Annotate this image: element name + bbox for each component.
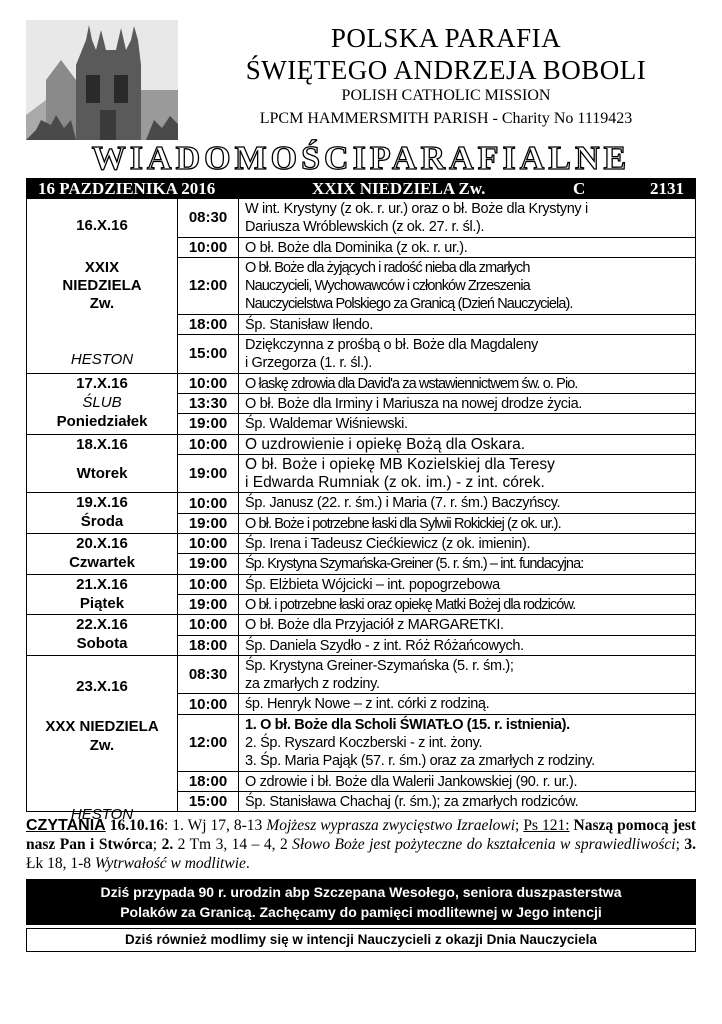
mass-time: 19:00 bbox=[178, 514, 239, 533]
mass-entry bbox=[178, 636, 695, 655]
mass-time: 18:00 bbox=[178, 636, 239, 655]
day-name: Poniedziałek bbox=[56, 412, 148, 430]
event-label: ŚLUB bbox=[82, 393, 122, 411]
mass-intention: Śp. Elżbieta Wójcicki – int. popogrzebowa bbox=[245, 576, 500, 593]
reading2-ref: 2 Tm 3, 14 – 4, 2 bbox=[177, 836, 288, 854]
bulletin-number: 2131 bbox=[650, 179, 684, 198]
mass-time: 08:30 bbox=[178, 656, 239, 694]
day-name: Zw. bbox=[89, 295, 115, 312]
mission-subtitle: POLISH CATHOLIC MISSION bbox=[341, 87, 551, 104]
mass-entry bbox=[178, 615, 695, 635]
day-entries bbox=[178, 575, 695, 615]
mass-entry bbox=[178, 258, 695, 315]
day-block bbox=[27, 199, 695, 374]
mass-intention: śp. Henryk Nowe – z int. córki z rodziną. bbox=[245, 696, 490, 713]
mass-entry bbox=[178, 374, 695, 394]
mass-time: 12:00 bbox=[178, 715, 239, 771]
mass-intention: O bł. Boże i opiekę MB Kozielskiej dla Teresy i Edwarda Rumniak (z ok. im.) - z int. córek. bbox=[245, 455, 555, 492]
mass-intention-rest: 2. Śp. Ryszard Koczberski - z int. żony. 3. Śp. Maria Pająk (57. r. śm.) oraz za zmarłych z rodziny. bbox=[245, 735, 595, 770]
mass-entry bbox=[178, 656, 695, 695]
mass-time: 13:30 bbox=[178, 394, 239, 413]
day-name: Czwartek bbox=[69, 554, 135, 572]
mass-entry bbox=[178, 315, 695, 335]
day-name: XXIX bbox=[84, 259, 120, 276]
reading3-num: 3. bbox=[684, 836, 696, 854]
mass-intention: Dziękczynna z prośbą o bł. Boże dla Magdaleny i Grzegorza (1. r. śl.). bbox=[245, 337, 538, 372]
mass-intention: Śp. Krystyna Greiner-Szymańska (5. r. śm.); za zmarłych z rodziny. bbox=[245, 657, 514, 693]
day-block bbox=[27, 575, 695, 616]
day-name: NIEDZIELA bbox=[62, 277, 142, 294]
mass-intention-bold: 1. O bł. Boże dla Scholi ŚWIATŁO (15. r. istnienia). bbox=[245, 716, 570, 733]
mass-time: 19:00 bbox=[178, 554, 239, 573]
day-label bbox=[27, 435, 178, 493]
bulletin-page bbox=[26, 20, 696, 952]
church-photo bbox=[26, 20, 178, 140]
mass-time: 08:30 bbox=[178, 199, 239, 237]
day-label bbox=[27, 493, 178, 533]
mass-entry bbox=[178, 772, 695, 792]
day-block bbox=[27, 534, 695, 575]
readings-date: 16.10.16 bbox=[109, 817, 164, 835]
announcement-line2: Polaków za Granicą. Zachęcamy do pamięci modlitewnej w Jego intencji bbox=[120, 904, 602, 921]
day-entries bbox=[178, 656, 695, 811]
day-name: Zw. bbox=[89, 736, 115, 754]
reading2-num: 2. bbox=[161, 836, 174, 854]
mass-intention: Śp. Daniela Szydło - z int. Róż Różańcowych. bbox=[245, 637, 524, 654]
mass-time: 19:00 bbox=[178, 595, 239, 614]
day-entries bbox=[178, 374, 695, 434]
announcement-teachers: Dziś również modlimy się w intencji Nauczycieli z okazji Dnia Nauczyciela bbox=[26, 928, 696, 952]
location-label: HESTON bbox=[70, 805, 134, 823]
mass-entry bbox=[178, 394, 695, 414]
mass-time: 10:00 bbox=[178, 534, 239, 553]
mass-entry bbox=[178, 493, 695, 513]
mass-entry bbox=[178, 199, 695, 238]
mass-intention: O bł. Boże dla żyjących i radość nieba dla zmarłych Nauczycieli, Wychowawców i członków Zrzeszenia Nauczycielstwa Polskiego za Granicą (Dzień Nauczyciela). bbox=[245, 259, 573, 313]
mass-entry bbox=[178, 792, 695, 811]
day-name: XXX NIEDZIELA bbox=[45, 717, 159, 735]
day-date: 19.X.16 bbox=[76, 494, 128, 512]
day-label bbox=[27, 374, 178, 434]
mass-intention: O bł. Boże dla Dominika (z ok. r. ur.). bbox=[245, 239, 468, 256]
date-bar bbox=[26, 178, 696, 199]
mass-intention: O zdrowie i bł. Boże dla Walerii Jankowskiej (90. r. ur.). bbox=[245, 773, 578, 790]
day-block bbox=[27, 615, 695, 656]
mass-intention: Śp. Irena i Tadeusz Ciećkiewicz (z ok. imienin). bbox=[245, 536, 531, 553]
mass-intention: O łaskę zdrowia dla David'a za wstawiennictwem św. o. Pio. bbox=[245, 375, 578, 392]
day-date: 20.X.16 bbox=[76, 535, 128, 553]
title-block bbox=[196, 22, 696, 130]
day-name: Piątek bbox=[79, 594, 125, 612]
mass-time: 10:00 bbox=[178, 575, 239, 594]
mass-intention: O bł. Boże dla Przyjaciół z MARGARETKI. bbox=[245, 617, 504, 634]
psalm-ref: Ps 121: bbox=[523, 817, 570, 835]
day-label bbox=[27, 199, 178, 373]
mass-entry bbox=[178, 694, 695, 714]
mass-entry bbox=[178, 595, 695, 614]
mass-time: 18:00 bbox=[178, 772, 239, 791]
mass-time: 10:00 bbox=[178, 493, 239, 512]
mass-entry bbox=[178, 715, 695, 772]
day-block bbox=[27, 656, 695, 823]
mass-time: 15:00 bbox=[178, 792, 239, 811]
readings-label: CZYTANIA bbox=[26, 817, 106, 835]
mass-intention: O bł. Boże i potrzebne łaski dla Sylwii Rokickiej (z ok. ur.). bbox=[245, 515, 561, 532]
mass-intention: W int. Krystyny (z ok. r. ur.) oraz o bł. Boże dla Krystyny i Dariusza Wróblewskich (z ok. 27. r. śl.). bbox=[245, 201, 588, 236]
day-block bbox=[27, 493, 695, 534]
charity-line: LPCM HAMMERSMITH PARISH - Charity No 1119423 bbox=[259, 110, 633, 127]
mass-entry bbox=[178, 534, 695, 554]
day-name: Sobota bbox=[76, 635, 128, 653]
mass-time: 19:00 bbox=[178, 414, 239, 433]
day-date: 16.X.16 bbox=[76, 217, 128, 234]
day-label bbox=[27, 615, 178, 655]
mass-time: 10:00 bbox=[178, 374, 239, 393]
announcement-box bbox=[26, 879, 696, 925]
mass-intention: O bł. Boże dla Irminy i Mariusza na nowej drodze życia. bbox=[245, 395, 582, 412]
day-date: 17.X.16 bbox=[76, 374, 128, 392]
day-date: 23.X.16 bbox=[76, 677, 128, 695]
mass-time: 12:00 bbox=[178, 258, 239, 314]
location-label: HESTON bbox=[70, 351, 134, 368]
reading1-motto: Mojżesz wyprasza zwycięstwo Izraelowi bbox=[266, 817, 516, 835]
day-date: 18.X.16 bbox=[76, 435, 128, 453]
day-label bbox=[27, 656, 178, 823]
day-block bbox=[27, 374, 695, 435]
psalm-motto: Naszą pomocą jest nasz Pan i Stwórca bbox=[26, 817, 697, 854]
mass-intention: O bł. i potrzebne łaski oraz opiekę Matki Bożej dla rodziców. bbox=[245, 596, 576, 613]
mass-entry bbox=[178, 575, 695, 595]
mass-time: 10:00 bbox=[178, 615, 239, 634]
day-label bbox=[27, 534, 178, 574]
mass-time: 10:00 bbox=[178, 238, 239, 257]
day-date: 22.X.16 bbox=[76, 616, 128, 634]
day-name: Środa bbox=[80, 513, 124, 531]
mass-entry bbox=[178, 335, 695, 373]
parish-title-line1: POLSKA PARAFIA bbox=[330, 23, 562, 53]
reading1-ref: 1. Wj 17, 8-13 bbox=[172, 817, 263, 835]
mass-entry bbox=[178, 455, 695, 493]
header bbox=[26, 20, 696, 140]
mass-time: 10:00 bbox=[178, 694, 239, 713]
mass-intention: Śp. Krystyna Szymańska-Greiner (5. r. śm.) – int. fundacyjna: bbox=[245, 556, 584, 573]
parish-title-line2: ŚWIĘTEGO ANDRZEJA BOBOLI bbox=[245, 55, 647, 85]
mass-entry bbox=[178, 414, 695, 433]
reading3-ref: Łk 18, 1-8 bbox=[26, 855, 92, 873]
mass-time: 18:00 bbox=[178, 315, 239, 334]
day-name: Wtorek bbox=[76, 464, 128, 482]
mass-intention: Śp. Stanisława Chachaj (r. śm.); za zmarłych rodziców. bbox=[245, 793, 579, 810]
mass-intention bbox=[239, 715, 695, 771]
liturgical-sunday: XXIX NIEDZIELA Zw. bbox=[312, 179, 486, 198]
mass-time: 10:00 bbox=[178, 435, 239, 454]
day-entries bbox=[178, 615, 695, 655]
mass-entry bbox=[178, 238, 695, 258]
mass-time: 19:00 bbox=[178, 455, 239, 493]
reading3-motto: Wytrwałość w modlitwie bbox=[94, 855, 246, 873]
day-label bbox=[27, 575, 178, 615]
bulletin-date: 16 PAZDZIENIKA 2016 bbox=[38, 179, 216, 198]
mass-intention: Śp. Stanisław Iłendo. bbox=[245, 316, 374, 333]
reading2-motto: Słowo Boże jest pożyteczne do kształcenia w sprawiedliwości bbox=[292, 836, 676, 854]
mass-schedule bbox=[26, 199, 696, 823]
mass-time: 15:00 bbox=[178, 335, 239, 373]
day-entries bbox=[178, 493, 695, 533]
mass-entry bbox=[178, 514, 695, 533]
church-icon bbox=[26, 20, 178, 140]
announcement-line1: Dziś przypada 90 r. urodzin abp Szczepana Wesołego, seniora duszpasterstwa bbox=[100, 884, 622, 901]
liturgical-cycle: C bbox=[573, 179, 586, 198]
mass-intention: O uzdrowienie i opiekę Bożą dla Oskara. bbox=[245, 435, 526, 453]
day-entries bbox=[178, 435, 695, 493]
day-entries bbox=[178, 534, 695, 574]
mass-entry bbox=[178, 435, 695, 455]
day-date: 21.X.16 bbox=[76, 575, 128, 593]
mass-intention: Śp. Waldemar Wiśniewski. bbox=[245, 416, 408, 433]
mass-intention: Śp. Janusz (22. r. śm.) i Maria (7. r. śm.) Baczyńscy. bbox=[245, 495, 561, 512]
day-block bbox=[27, 435, 695, 494]
readings-section: CZYTANIA 16.10.16: 1. Wj 17, 8-13 Mojżesz wyprasza zwycięstwo Izraelowi; Ps 121: Naszą pomocą jest nasz Pan i Stwórca; 2. 2 Tm 3, 14 – 4, 2 Słowo Boże jest pożyteczne do kształcenia w sprawiedliwości; 3. Łk 18, 1-8 Wytrwałość w modlitwie. bbox=[26, 817, 697, 873]
banner-title: WIADOMOŚCIPARAFIALNE bbox=[91, 140, 631, 177]
mass-entry bbox=[178, 554, 695, 573]
day-entries bbox=[178, 199, 695, 373]
